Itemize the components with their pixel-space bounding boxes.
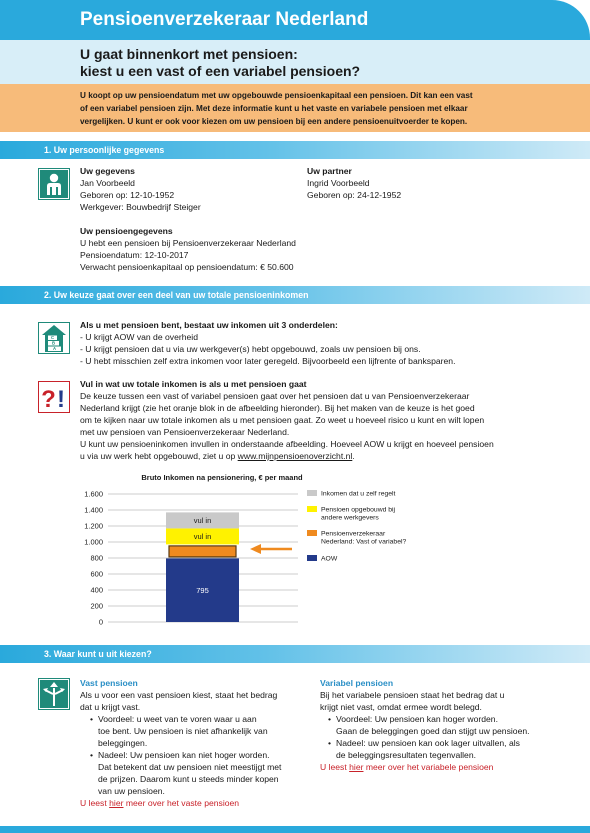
- bar-segment: [169, 546, 236, 557]
- fill-in-line-6: [80, 450, 355, 462]
- fixed-line-2: dat u krijgt vast.: [80, 702, 141, 712]
- partner-name: Ingrid Voorbeeld: [307, 178, 370, 188]
- svg-text:?: ?: [41, 386, 56, 413]
- own-name: Jan Voorbeeld: [80, 178, 135, 188]
- legend-swatch: [307, 506, 317, 512]
- fill-in-line-5: U kunt uw pensioeninkomen invullen in onderstaande afbeelding. Hoeveel AOW u krijgt en hoeveel pensioen: [80, 439, 494, 449]
- legend-swatch: [307, 555, 317, 561]
- y-tick-label: 1.200: [84, 521, 103, 531]
- subtitle-line-1: U gaat binnenkort met pensioen:: [80, 46, 298, 62]
- fixed-advantage-2: toe bent. Uw pensioen is niet afhankelijk van: [98, 726, 268, 736]
- income-chart: [0, 468, 590, 630]
- legend-label: AOW: [321, 555, 338, 563]
- y-tick-label: 200: [90, 601, 103, 611]
- variable-bullet-dot-2: •: [328, 738, 332, 748]
- partner-heading: Uw partner: [307, 166, 352, 176]
- fixed-disadvantage-1: Nadeel: Uw pensioen kan niet hoger worden.: [98, 750, 270, 760]
- pension-provider: U hebt een pensioen bij Pensioenverzekeraar Nederland: [80, 238, 296, 248]
- variable-disadvantage-1: Nadeel: uw pensioen kan ook lager uitvallen, als: [336, 738, 520, 748]
- pension-date: Pensioendatum: 12-10-2017: [80, 250, 189, 260]
- svg-text:!: !: [57, 386, 65, 413]
- subtitle-line-2: kiest u een vast of een variabel pensioen?: [80, 63, 361, 79]
- fixed-bullet-dot-1: •: [90, 714, 94, 724]
- income-part-3: - U hebt misschien zelf extra inkomen voor later geregeld. Bijvoorbeeld een lijfrente of banksparen.: [80, 356, 456, 366]
- legend-label: Nederland: Vast of variabel?: [321, 538, 407, 546]
- y-tick-label: 1.600: [84, 489, 103, 499]
- person-icon: [38, 168, 70, 200]
- legend-swatch: [307, 530, 317, 536]
- bar-label[interactable]: vul in: [193, 532, 212, 542]
- chart-title: Bruto Inkomen na pensionering, € per maand: [141, 473, 303, 482]
- section-3-header: [0, 645, 590, 663]
- variable-more-info: [320, 761, 493, 773]
- fixed-more-info: [80, 797, 239, 809]
- y-tick-label: 600: [90, 569, 103, 579]
- y-tick-label: 800: [90, 553, 103, 563]
- fixed-more-prefix: U leest: [80, 798, 110, 808]
- fixed-advantage-3: beleggingen.: [98, 738, 148, 748]
- variable-bullet-dot-1: •: [328, 714, 332, 724]
- y-tick-label: 0: [98, 617, 103, 627]
- section-2-header: [0, 286, 590, 304]
- income-parts-heading: Als u met pensioen bent, bestaat uw inkomen uit 3 onderdelen:: [80, 320, 338, 330]
- svg-text:A: A: [52, 346, 57, 352]
- bar-label: 795: [196, 586, 209, 595]
- fill-in-line-1: De keuze tussen een vast of variabel pensioen gaat over het pensioen dat u van Pensioenverzekeraar: [80, 391, 470, 401]
- fixed-bullet-dot-2: •: [90, 750, 94, 760]
- income-part-1: - U krijgt AOW van de overheid: [80, 332, 198, 342]
- energy-label-icon: [38, 322, 70, 354]
- footer-bar: [0, 826, 590, 833]
- signpost-icon: [38, 678, 70, 710]
- fill-in-line-6-end: .: [352, 451, 355, 461]
- fill-in-line-3: om te kijken naar uw totale inkomen als u met pensioen gaat. Zo weet u hoeveel risico u kunt en wilt lopen: [80, 415, 485, 425]
- bar-label[interactable]: vul in: [193, 516, 212, 526]
- variable-line-2: krijgt niet vast, omdat ermee wordt belegd.: [320, 702, 482, 712]
- pension-data-heading: Uw pensioengegevens: [80, 226, 173, 236]
- section-1-header: [0, 141, 590, 159]
- intro-line-2: of een variabel pensioen zijn. Met deze informatie kunt u het vaste en variabele pensioen met elkaar: [80, 104, 468, 113]
- intro-line-3: vergelijken. U kunt er ook voor kiezen om uw pensioen bij een andere pensioenuitvoerder te kopen.: [80, 117, 468, 126]
- header-bar: [0, 0, 590, 40]
- fixed-advantage-1: Voordeel: u weet van te voren waar u aan: [98, 714, 257, 724]
- intro-line-1: U koopt op uw pensioendatum met uw opgebouwde pensioenkapitaal een pensioen. Dit kan een vast: [80, 91, 473, 100]
- variable-pension-link[interactable]: hier: [349, 762, 364, 772]
- y-tick-label: 1.000: [84, 537, 103, 547]
- variable-advantage-2: Gaan de beleggingen goed dan stijgt uw pensioen.: [336, 726, 530, 736]
- fill-in-line-2: Nederland krijgt (zie het oranje blok in de afbeelding hieronder). Bij het maken van de keuze is het goed: [80, 403, 475, 413]
- own-employer: Werkgever: Bouwbedrijf Steiger: [80, 202, 201, 212]
- intro-band: [0, 84, 590, 132]
- pension-capital: Verwacht pensioenkapitaal op pensioendatum: € 50.600: [80, 262, 294, 272]
- fixed-more-suffix: meer over het vaste pensioen: [123, 798, 240, 808]
- svg-text:C: C: [50, 335, 55, 341]
- mijnpensioenoverzicht-link[interactable]: www.mijnpensioenoverzicht.nl: [237, 451, 353, 461]
- variable-line-1: Bij het variabele pensioen staat het bedrag dat u: [320, 690, 505, 700]
- orange-arrow-icon: [250, 544, 292, 554]
- question-exclamation-icon: [38, 381, 70, 413]
- legend-swatch: [307, 490, 317, 496]
- income-part-2: - U krijgt pensioen dat u via uw werkgever(s) hebt opgebouwd, zoals uw pensioen bij ons.: [80, 344, 421, 354]
- partner-birthdate: Geboren op: 24-12-1952: [307, 190, 402, 200]
- y-tick-label: 1.400: [84, 505, 103, 515]
- fixed-disadvantage-4: van uw pensioen.: [98, 786, 165, 796]
- section-2-title: 2. Uw keuze gaat over een deel van uw totale pensioeninkomen: [44, 290, 309, 300]
- section-3-title: 3. Waar kunt u uit kiezen?: [44, 649, 152, 659]
- legend-label: Pensioenverzekeraar: [321, 530, 386, 538]
- own-birthdate: Geboren op: 12-10-1952: [80, 190, 175, 200]
- intro-text: [80, 89, 540, 128]
- fill-in-line-4: met uw pensioen van Pensioenverzekeraar Nederland.: [80, 427, 290, 437]
- legend-label: Inkomen dat u zelf regelt: [321, 490, 396, 498]
- y-tick-label: 400: [90, 585, 103, 595]
- section-1-title: 1. Uw persoonlijke gegevens: [44, 145, 165, 155]
- subtitle-band: [0, 40, 590, 84]
- legend-label: Pensioen opgebouwd bij: [321, 506, 396, 514]
- fixed-disadvantage-2: Dat betekent dat uw pensioen niet meestijgt met: [98, 762, 282, 772]
- variable-disadvantage-2: de beleggingsresultaten tegenvallen.: [336, 750, 476, 760]
- fixed-pension-heading: Vast pensioen: [80, 678, 138, 688]
- page-title: Pensioenverzekeraar Nederland: [80, 9, 369, 30]
- variable-advantage-1: Voordeel: Uw pensioen kan hoger worden.: [336, 714, 498, 724]
- fill-in-line-6-text: u via uw werk hebt opgebouwd, ziet u op: [80, 451, 238, 461]
- fill-in-heading: Vul in wat uw totale inkomen is als u met pensioen gaat: [80, 379, 307, 389]
- fixed-line-1: Als u voor een vast pensioen kiest, staat het bedrag: [80, 690, 278, 700]
- own-data-heading: Uw gegevens: [80, 166, 135, 176]
- fixed-disadvantage-3: de prijzen. Daarom kunt u steeds minder kopen: [98, 774, 279, 784]
- svg-text:B: B: [51, 340, 56, 346]
- variable-pension-heading: Variabel pensioen: [320, 678, 394, 688]
- variable-more-suffix: meer over het variabele pensioen: [363, 762, 494, 772]
- variable-more-prefix: U leest: [320, 762, 350, 772]
- legend-label: andere werkgevers: [321, 514, 379, 522]
- fixed-pension-link[interactable]: hier: [109, 798, 124, 808]
